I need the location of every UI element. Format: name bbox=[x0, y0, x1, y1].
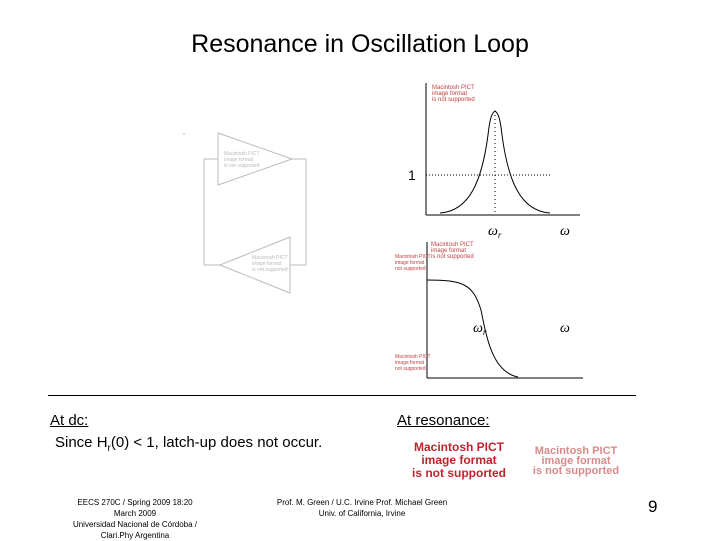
plot-pict-line: Macintosh PICT bbox=[432, 85, 475, 91]
page-number: 9 bbox=[648, 497, 658, 516]
resonance-curve bbox=[440, 111, 550, 213]
omega-axis-label: ω bbox=[560, 321, 570, 336]
amp1-pict-line: Macintosh PICT bbox=[224, 151, 260, 157]
side-pict-line: not supported bbox=[395, 266, 426, 272]
side-pict-line: image format bbox=[395, 360, 425, 366]
plot-pict-line: is not supported bbox=[432, 97, 475, 103]
amp2-pict-line: image format bbox=[252, 261, 282, 267]
amp1-pict-line: image format bbox=[224, 157, 254, 163]
since-statement: Since $H_r(0) < 1$, latch-up does not occur. bbox=[55, 434, 323, 454]
slide-title: Resonance in Oscillation Loop bbox=[191, 30, 529, 58]
footer-left: EECS 270C / Spring 2009 18:20 March 2009 Universidad Nacional de Córdoba / Clari.Phy Argentina bbox=[72, 498, 198, 540]
unity-label: 1 bbox=[408, 167, 416, 183]
plot-pict-line: is not supported bbox=[431, 254, 474, 260]
omega-r-label: $\omega_r$ bbox=[488, 224, 502, 240]
plot-pict-line: Macintosh PICT bbox=[431, 242, 474, 248]
lowpass-plot bbox=[393, 240, 583, 385]
side-pict-line: Macintosh PICT bbox=[395, 354, 431, 360]
omega-axis-label: ω bbox=[560, 224, 570, 239]
resonance-peak-plot bbox=[400, 75, 580, 245]
divider bbox=[48, 395, 636, 396]
omega-r-label: $\omega_r$ bbox=[473, 321, 487, 337]
amp2-pict-line: is not supported bbox=[252, 267, 288, 273]
oscillation-loop-diagram bbox=[180, 125, 310, 315]
side-pict-line: Macintosh PICT bbox=[395, 254, 431, 260]
at-resonance-heading: At resonance: bbox=[397, 412, 490, 429]
footer-middle: Prof. M. Green / U.C. Irvine Prof. Michael Green Univ. of California, Irvine bbox=[276, 498, 448, 518]
at-dc-heading: At dc: bbox=[50, 412, 89, 429]
amp2-pict-line: Macintosh PICT bbox=[252, 255, 288, 261]
side-pict-line: not supported bbox=[395, 366, 426, 372]
pict-placeholder-faded: Macintosh PICT image format is not supported bbox=[532, 445, 620, 477]
amp1-pict-line: is not supported bbox=[224, 163, 260, 169]
side-pict-line: image format bbox=[395, 260, 425, 266]
plot-pict-line: image format bbox=[431, 248, 467, 254]
plot-pict-line: image format bbox=[432, 91, 468, 97]
pict-placeholder: Macintosh PICT image format is not supported bbox=[412, 440, 506, 480]
